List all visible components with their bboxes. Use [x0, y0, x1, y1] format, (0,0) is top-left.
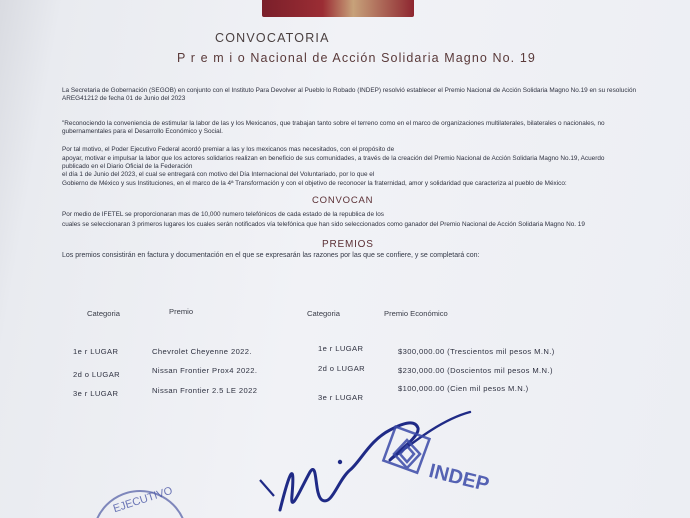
table-header-prize: Premio — [169, 307, 194, 316]
seal-text: EJECUTIVO — [111, 484, 175, 516]
paragraph-1-line-2: AREG41212 de fecha 01 de Junio del 2023 — [62, 95, 186, 102]
table-row-1-prize: Chevrolet Cheyenne 2022. — [152, 347, 252, 356]
table-header-category-2: Categoria — [307, 309, 340, 318]
paragraph-2-line-2: gubernamentales para el Desarrollo Económico y Social. — [62, 128, 223, 135]
table-row-1-category: 1e r LUGAR — [73, 347, 119, 356]
paragraph-3-line-4: el día 1 de Junio del 2023, el cual se entregará con motivo del Día Internacional del Voluntariado, por lo que el — [62, 171, 375, 178]
paragraph-1-line-1: La Secretaria de Gobernación (SEGOB) en conjunto con el Instituto Para Devolver al Pueblo lo Robado (INDEP) resolvió establecer el Premio Nacional de Acción Solidaria Magno No.19 en su resolución — [62, 87, 637, 94]
table-row-1-amount: $300,000.00 (Trescientos mil pesos M.N.) — [398, 347, 555, 356]
paragraph-3-line-1: Por tal motivo, el Poder Ejecutivo Federal acordó premiar a las y los mexicanos mas necesitados, con el propósito de — [62, 146, 395, 153]
table-header-cash-prize: Premio Económico — [384, 309, 448, 318]
table-row-3-prize: Nissan Frontier 2.5 LE 2022 — [152, 386, 258, 395]
premios-heading: PREMIOS — [322, 239, 374, 250]
table-row-2-category: 2d o LUGAR — [73, 370, 121, 379]
paragraph-4-line-2: cuales se seleccionaran 3 primeros lugares los cuales serán notificados vía telefónica que han sido seleccionados como ganador del Premio Nacional de Acción Solidaria Magno No. 19 — [62, 221, 585, 228]
indep-stamp-text: INDEP — [426, 460, 492, 497]
paragraph-2-line-1: "Reconociendo la conveniencia de estimular la labor de las y los Mexicanos, que trabajan tanto sobre el terreno como en el marco de organizaciones multilaterales, bilaterales o nacionales, no — [62, 120, 605, 127]
table-row-2-prize: Nissan Frontier Prox4 2022. — [152, 366, 258, 375]
paragraph-3-line-5: Gobierno de México y sus Instituciones, en el marco de la 4ª Transformación y con el objetivo de reconocer la fraternidad, amor y solidaridad que caracteriza al pueblo de México: — [62, 180, 567, 187]
table-row-3-amount: $100,000.00 (Cien mil pesos M.N.) — [398, 384, 529, 393]
paragraph-5: Los premios consistirán en factura y documentación en el que se expresarán las razones por las que se confiere, y se completará con: — [62, 252, 480, 259]
paragraph-4-line-1: Por medio de IFETEL se proporcionaran mas de 10,000 numero telefónicos de cada estado de la republica de los — [62, 211, 384, 218]
indep-logo-icon — [380, 424, 435, 479]
signature — [240, 400, 480, 518]
convocan-heading: CONVOCAN — [312, 195, 374, 206]
table-row-2-category-2: 2d o LUGAR — [318, 364, 366, 373]
table-row-3-category: 3e r LUGAR — [73, 389, 119, 398]
paragraph-3-line-3: publicado en el Diario Oficial de la Federación — [62, 163, 193, 170]
table-row-1-category-2: 1e r LUGAR — [318, 344, 364, 353]
document-subtitle: P r e m i o Nacional de Acción Solidaria Magno No. 19 — [177, 51, 536, 65]
document-title: CONVOCATORIA — [215, 31, 330, 45]
table-header-category: Categoria — [87, 309, 120, 318]
header-banner-logo — [262, 0, 414, 17]
table-row-3-category-2: 3e r LUGAR — [318, 393, 364, 402]
table-row-2-amount: $230,000.00 (Doscientos mil pesos M.N.) — [398, 366, 553, 375]
paragraph-3-line-2: apoyar, motivar e impulsar la labor que los actores solidarios realizan en beneficio de sus comunidades, a través de la creación del Premio Nacional de Acción Solidaria Magno No.19, Acuerdo — [62, 155, 605, 162]
